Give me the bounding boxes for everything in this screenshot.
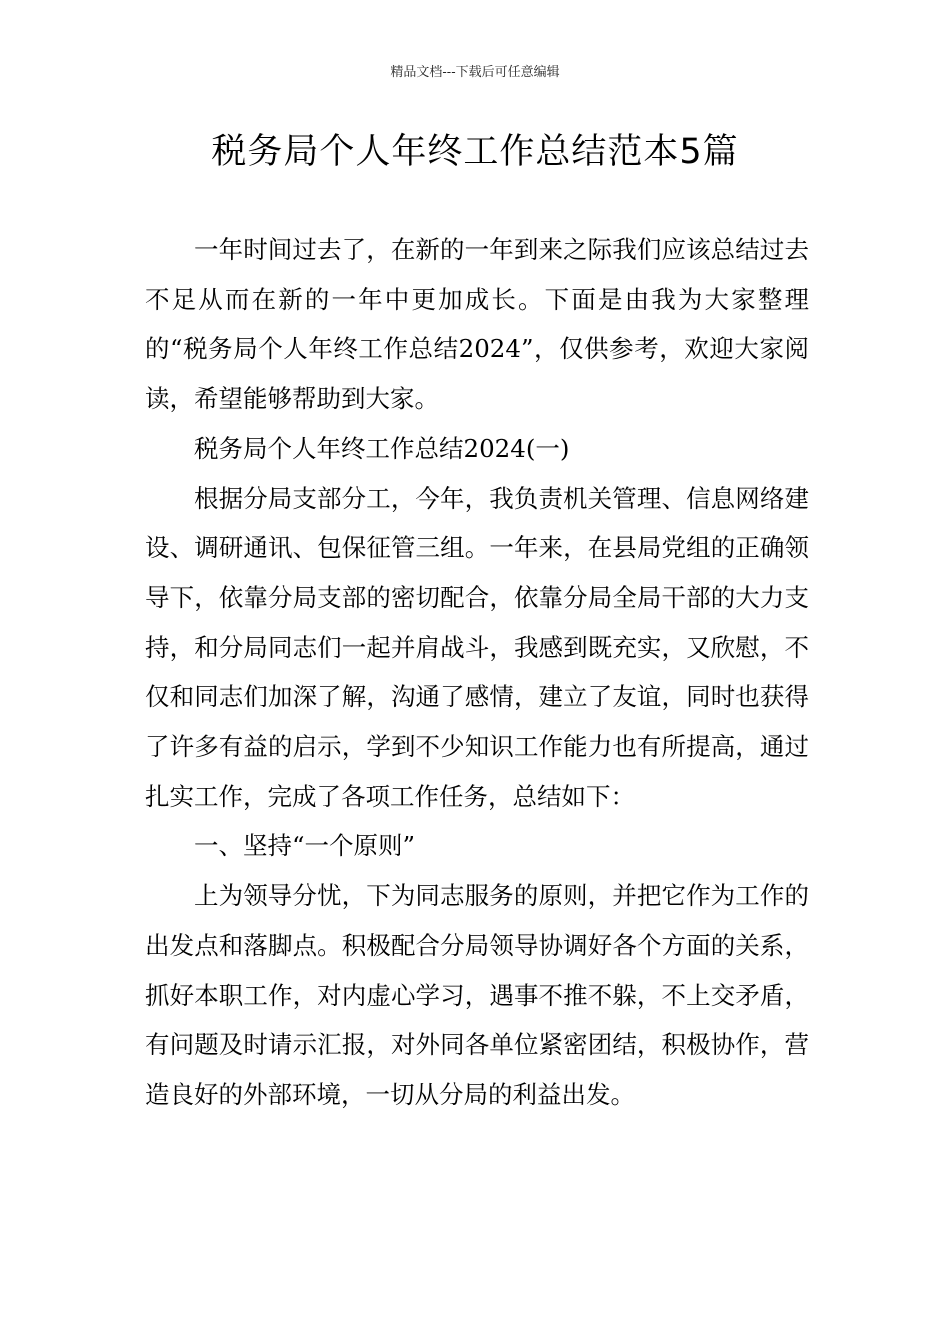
page-header-note: 精品文档---下载后可任意编辑 [390,65,560,80]
document-body [145,225,809,1120]
body-paragraph-1: 根据分局支部分工，今年，我负责机关管理、信息网络建设、调研通讯、包保征管三组。一年来，在县局党组的正确领导下，依靠分局支部的密切配合，依靠分局全局干部的大力支持，和分局同志们一起并肩战斗，我感到既充实，又欣慰，不仅和同志们加深了解，沟通了感情，建立了友谊，同时也获得了许多有益的启示，学到不少知识工作能力也有所提高，通过扎实工作，完成了各项工作任务，总结如下： [145,483,809,811]
body-paragraph-2: 上为领导分忧，下为同志服务的原则，并把它作为工作的出发点和落脚点。积极配合分局领导协调好各个方面的关系，抓好本职工作，对内虚心学习，遇事不推不躲，不上交矛盾，有问题及时请示汇报，对外同各单位紧密团结，积极协作，营造良好的外部环境，一切从分局的利益出发。 [145,881,809,1109]
document-title: 税务局个人年终工作总结范本5篇 [211,132,739,172]
section-heading-1: 税务局个人年终工作总结2024(一) [194,433,570,463]
subsection-heading-1: 一、坚持“一个原则” [194,831,416,861]
intro-paragraph: 一年时间过去了，在新的一年到来之际我们应该总结过去不足从而在新的一年中更加成长。下面是由我为大家整理的“税务局个人年终工作总结2024”，仅供参考，欢迎大家阅读，希望能够帮助到大家。 [145,235,809,414]
